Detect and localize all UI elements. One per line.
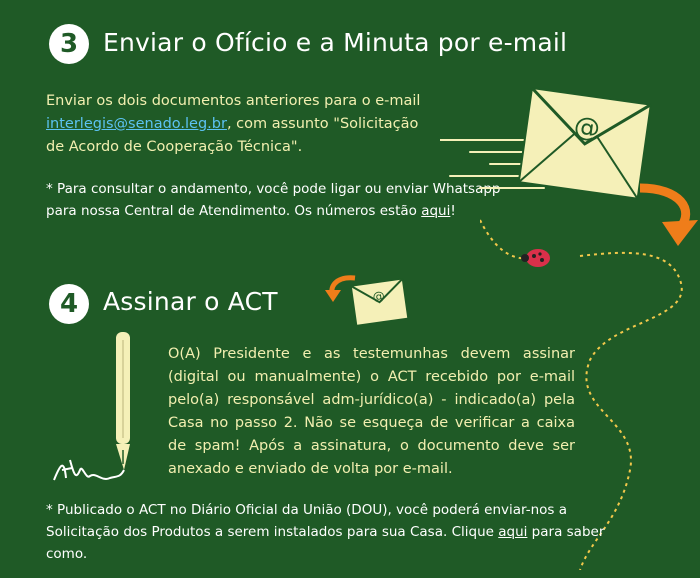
step-3-line-1: Enviar os dois documentos anteriores para o e-mail bbox=[46, 93, 421, 109]
step-4-note-end: para saber como. bbox=[46, 524, 605, 562]
small-envelope-illustration bbox=[325, 268, 415, 338]
step-3-note-end: ! bbox=[450, 203, 456, 219]
pen-icon bbox=[116, 332, 130, 470]
step-3-note-link[interactable]: aqui bbox=[421, 203, 451, 219]
step-3-line-2-rest: , com assunto "Solicitação bbox=[226, 116, 419, 132]
small-at-sign-icon: @ bbox=[371, 288, 386, 305]
step-number-4: 4 bbox=[49, 284, 89, 324]
step-number-3: 3 bbox=[49, 24, 89, 64]
email-link[interactable]: interlegis@senado.leg.br bbox=[46, 116, 227, 132]
step-4-note bbox=[46, 499, 616, 565]
step-4-note-text: * Publicado o ACT no Diário Oficial da União (DOU), você poderá enviar-nos a Solicitação dos Produtos a serem instalados para sua Casa. Clique bbox=[46, 502, 567, 540]
step-4-body: O(A) Presidente e as testemunhas devem assinar (digital ou manualmente) o ACT recebido por e-mail pelo(a) responsável adm-jurídico(a) - indicado(a) pela Casa no passo 2. Não se esqueça de verificar a caixa de spam! Após a assinatura, o documento deve ser anexado e enviado de volta por e-mail. bbox=[168, 346, 575, 477]
at-sign-icon: @ bbox=[572, 111, 602, 145]
step-4-note-link[interactable]: aqui bbox=[498, 524, 528, 540]
step-3-title: Enviar o Ofício e a Minuta por e-mail bbox=[103, 28, 568, 57]
ladybug-icon bbox=[521, 249, 550, 267]
step-3-line-3: de Acordo de Cooperação Técnica". bbox=[46, 139, 303, 155]
envelope-icon bbox=[519, 88, 651, 199]
step-3-line-2 bbox=[46, 113, 466, 136]
signature-icon bbox=[54, 460, 124, 480]
step-3-note-text: * Para consultar o andamento, você pode ligar ou enviar Whatsapp para nossa Central de Atendimento. Os números estão bbox=[46, 181, 501, 219]
step-4-title: Assinar o ACT bbox=[103, 287, 278, 316]
pen-signature-illustration bbox=[50, 330, 160, 500]
step-3-instructions bbox=[46, 90, 466, 159]
